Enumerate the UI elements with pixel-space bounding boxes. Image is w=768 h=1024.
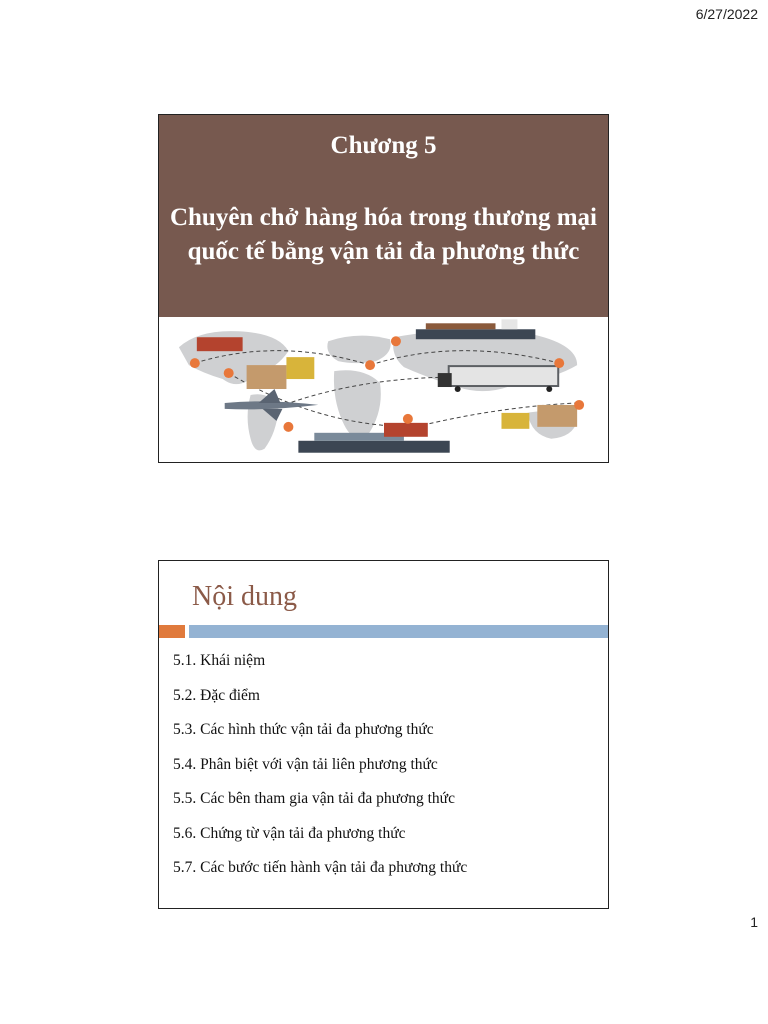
list-item: 5.7. Các bước tiến hành vận tải đa phương thức <box>173 859 468 876</box>
list-item: 5.1. Khái niệm <box>173 652 266 669</box>
title-band <box>159 115 608 317</box>
world-logistics-map-image <box>159 317 608 463</box>
list-item: 5.2. Đặc điểm <box>173 686 260 704</box>
list-item: 5.3. Các hình thức vận tải đa phương thức <box>173 721 434 738</box>
page-number: 1 <box>750 914 758 930</box>
list-item: 5.4. Phân biệt với vận tải liên phương thức <box>173 755 438 773</box>
accent-bar-orange <box>159 625 185 638</box>
chapter-heading: Chương 5 <box>330 132 437 159</box>
slide-contents <box>158 560 609 909</box>
list-item: 5.5. Các bên tham gia vận tải đa phương thức <box>173 790 455 807</box>
print-date: 6/27/2022 <box>695 6 758 22</box>
chapter-title: Chuyên chở hàng hóa trong thương mại quốc tế bằng vận tải đa phương thức <box>169 204 598 265</box>
accent-bar-blue <box>189 625 608 638</box>
slide-title <box>158 114 609 463</box>
contents-heading: Nội dung <box>192 581 297 612</box>
list-item: 5.6. Chứng từ vận tải đa phương thức <box>173 824 406 842</box>
contents-list <box>173 649 593 891</box>
